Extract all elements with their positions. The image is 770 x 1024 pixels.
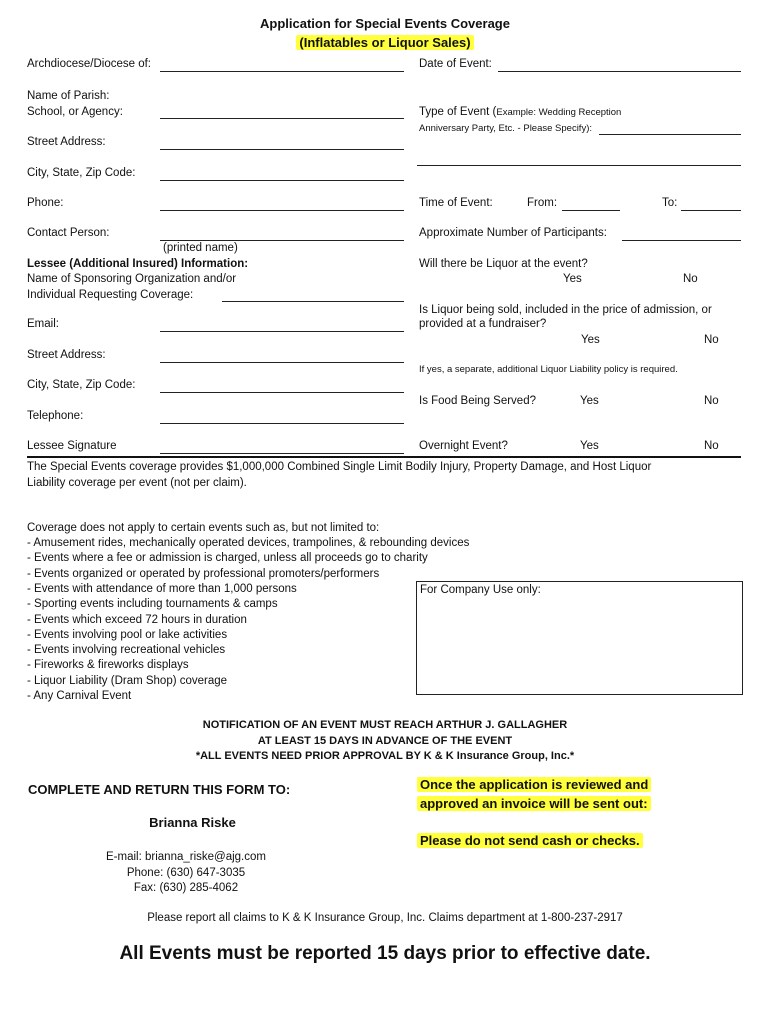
date-label: Date of Event: [419, 58, 492, 70]
overnight-yes-option[interactable]: Yes [580, 440, 599, 452]
coverage-text-line2: Liability coverage per event (not per claim). [27, 477, 247, 489]
from-field[interactable] [562, 210, 620, 211]
time-label: Time of Event: [419, 197, 493, 209]
company-use-box [416, 581, 743, 695]
street-label: Street Address: [27, 136, 106, 148]
exclusion-item: - Any Carnival Event [27, 690, 132, 702]
sold-no-option[interactable]: No [704, 334, 719, 346]
archdiocese-label: Archdiocese/Diocese of: [27, 58, 152, 70]
exclusion-item: - Fireworks & fireworks displays [27, 659, 189, 672]
overnight-question: Overnight Event? [419, 440, 508, 452]
no-cash-callout [417, 834, 643, 849]
to-label: To: [662, 197, 678, 209]
notice-line3: *ALL EVENTS NEED PRIOR APPROVAL BY K & K Insurance Group, Inc.* [195, 750, 575, 762]
coverage-text-line1: The Special Events coverage provides $1,000,000 Combined Single Limit Bodily Injury, Property Damage, and Host Liquor [27, 461, 652, 473]
sold-yes-option[interactable]: Yes [581, 334, 600, 346]
food-yes-option[interactable]: Yes [580, 395, 599, 407]
return-name: Brianna Riske [149, 815, 236, 830]
type-label-line1 [419, 106, 621, 119]
claims-notice: Please report all claims to K & K Insurance Group, Inc. Claims department at 1-800-237-2917 [147, 912, 623, 924]
signature-label: Lessee Signature [27, 440, 117, 452]
exclusions-intro: Coverage does not apply to certain events such as, but not limited to: [27, 522, 380, 534]
parish-label-line2: School, or Agency: [27, 106, 123, 118]
reviewed-callout-line2-text: approved an invoice will be sent out: [417, 796, 651, 811]
liquor-no-option[interactable]: No [683, 273, 698, 285]
sponsor-field[interactable] [222, 301, 404, 302]
printed-name-caption: (printed name) [163, 242, 238, 254]
exclusion-item: - Events which exceed 72 hours in duration [27, 613, 247, 626]
parish-label-line1: Name of Parish: [27, 90, 110, 102]
reviewed-callout-line1 [417, 778, 651, 793]
subtitle-highlight: (Inflatables or Liquor Sales) [296, 35, 473, 50]
archdiocese-field[interactable] [160, 71, 404, 72]
type-label-line2: Anniversary Party, Etc. - Please Specify): [419, 123, 592, 134]
sponsor-label-line1: Name of Sponsoring Organization and/or [27, 273, 237, 285]
form-title: Application for Special Events Coverage [260, 16, 510, 31]
exclusion-item: - Events involving recreational vehicles [27, 644, 226, 657]
reviewed-callout-line1-text: Once the application is reviewed and [417, 777, 651, 792]
exclusion-item: - Liquor Liability (Dram Shop) coverage [27, 674, 228, 687]
notice-line2: AT LEAST 15 DAYS IN ADVANCE OF THE EVENT [257, 735, 513, 747]
footer-statement: All Events must be reported 15 days prior to effective date. [119, 943, 651, 964]
email-field[interactable] [160, 331, 404, 332]
liquor-sold-question-line1: Is Liquor being sold, included in the price of admission, or [419, 304, 712, 316]
participants-field[interactable] [622, 240, 741, 241]
liquor-question: Will there be Liquor at the event? [419, 258, 588, 270]
notice-line1: NOTIFICATION OF AN EVENT MUST REACH ARTHUR J. GALLAGHER [202, 719, 568, 731]
exclusion-item: - Events with attendance of more than 1,000 persons [27, 582, 297, 595]
phone-label: Phone: [27, 197, 64, 209]
food-no-option[interactable]: No [704, 395, 719, 407]
email-label: Email: [27, 318, 59, 330]
sponsor-label-line2: Individual Requesting Coverage: [27, 289, 194, 301]
date-field[interactable] [498, 71, 741, 72]
type-field-line1[interactable] [599, 134, 741, 135]
return-heading: COMPLETE AND RETURN THIS FORM TO: [28, 782, 291, 797]
lessee-heading: Lessee (Additional Insured) Information: [27, 258, 249, 270]
to-field[interactable] [681, 210, 741, 211]
city2-label: City, State, Zip Code: [27, 379, 136, 391]
city2-field[interactable] [160, 392, 404, 393]
exclusion-item: - Events where a fee or admission is charged, unless all proceeds go to charity [27, 552, 428, 565]
overnight-no-option[interactable]: No [704, 440, 719, 452]
return-phone: Phone: (630) 647-3035 [126, 867, 246, 879]
form-subtitle [0, 36, 770, 51]
city-label: City, State, Zip Code: [27, 167, 136, 179]
telephone-label: Telephone: [27, 410, 84, 422]
from-label: From: [527, 197, 558, 209]
parish-field[interactable] [160, 118, 404, 119]
street2-label: Street Address: [27, 349, 106, 361]
street2-field[interactable] [160, 362, 404, 363]
street-field[interactable] [160, 149, 404, 150]
return-email[interactable]: E-mail: brianna_riske@ajg.com [106, 851, 266, 863]
exclusion-item: - Sporting events including tournaments & camps [27, 598, 278, 611]
phone-field[interactable] [160, 210, 404, 211]
participants-label: Approximate Number of Participants: [419, 227, 607, 239]
reviewed-callout-line2 [417, 797, 651, 812]
food-question: Is Food Being Served? [419, 395, 536, 407]
section-divider [27, 456, 741, 458]
no-cash-callout-text: Please do not send cash or checks. [417, 833, 643, 848]
telephone-field[interactable] [160, 423, 404, 424]
return-fax: Fax: (630) 285-4062 [133, 882, 239, 894]
exclusion-item: - Events involving pool or lake activities [27, 628, 228, 641]
company-use-label: For Company Use only: [420, 584, 541, 596]
city-field[interactable] [160, 180, 404, 181]
exclusion-item: - Amusement rides, mechanically operated devices, trampolines, & rebounding devices [27, 537, 470, 549]
exclusion-item: - Events organized or operated by professional promoters/performers [27, 567, 380, 580]
liquor-sold-question-line2: provided at a fundraiser? [419, 318, 547, 330]
contact-label: Contact Person: [27, 227, 110, 239]
type-field-line2[interactable] [417, 165, 741, 166]
type-example-text: Example: Wedding Reception [496, 107, 622, 118]
contact-field[interactable] [160, 240, 404, 241]
type-label-text: Type of Event ( [419, 106, 497, 118]
liquor-policy-note: If yes, a separate, additional Liquor Liability policy is required. [419, 364, 678, 375]
signature-field[interactable] [160, 453, 404, 454]
liquor-yes-option[interactable]: Yes [563, 273, 582, 285]
